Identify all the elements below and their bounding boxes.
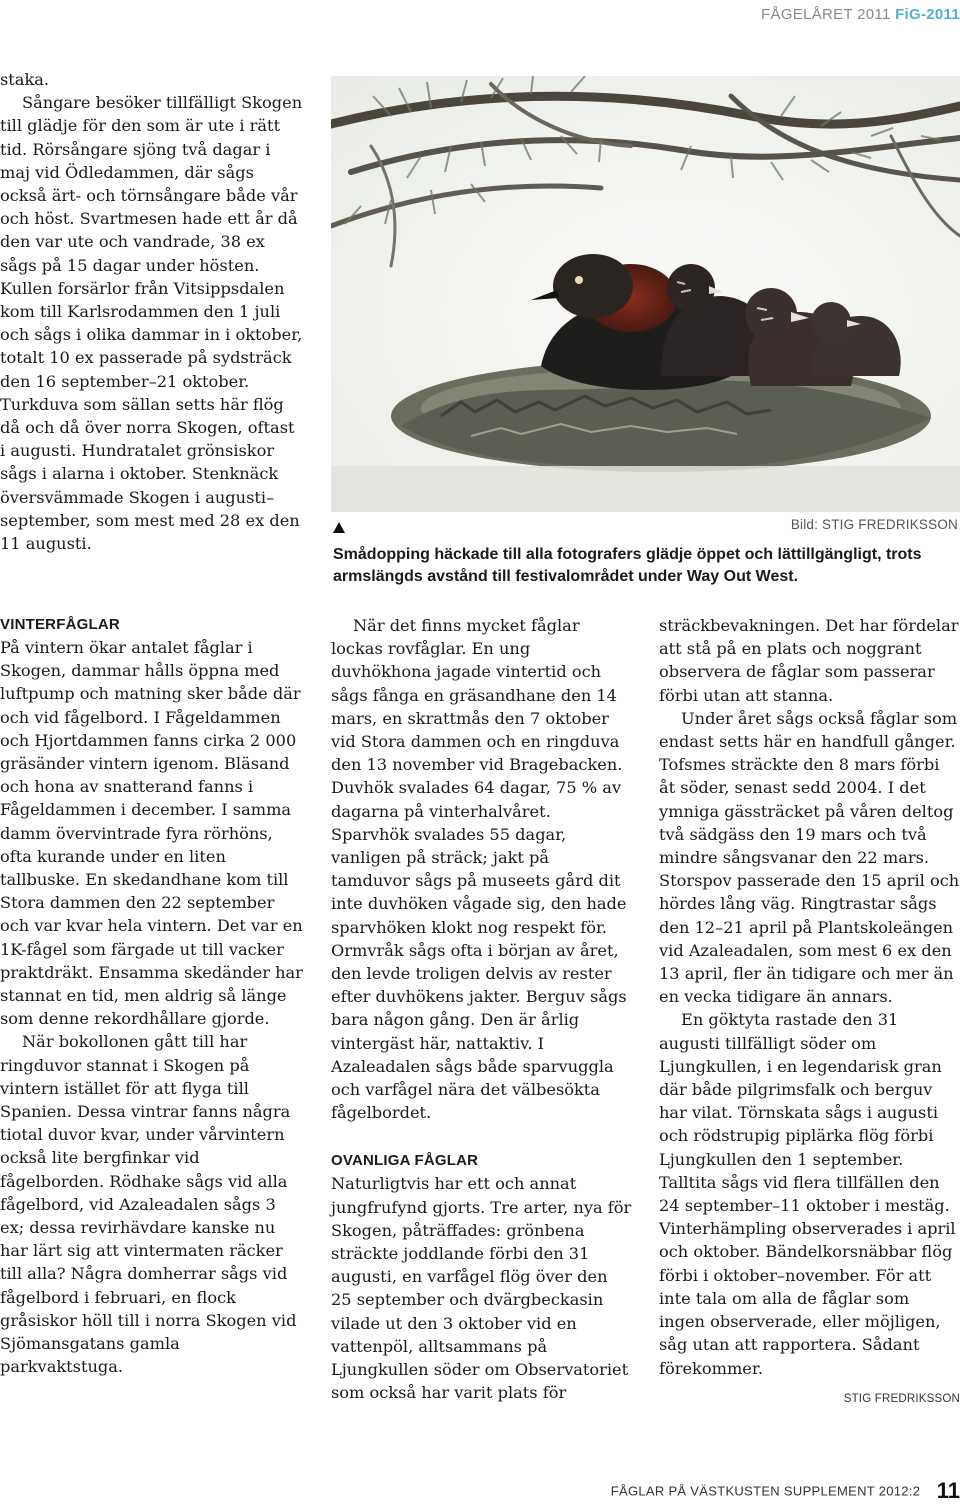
column-right (659, 614, 960, 1411)
section-heading-winter: VINTERFÅGLAR (0, 616, 120, 633)
page-footer (560, 1478, 960, 1504)
running-head-title: FÅGELÅRET 2011 (761, 6, 891, 23)
intro-column (0, 68, 304, 555)
column-middle (331, 614, 633, 1405)
section-heading-rare: OVANLIGA FÅGLAR (331, 1152, 479, 1170)
body-paragraph: När bokollonen gått till har ringduvor stannat i Skogen på vintern istället för att flyga till Spanien. Dessa vintrar fanns några tiotal duvor kvar, under vårvintern också lite bergfinkar vid fågelborden. Rödhake sågs vid alla fågelbord, vid Azaleadalen sågs 3 ex; dessa revirhävdare kanske nu har lärt sig att vintermaten räcker till alla? Några domherrar sågs vid fågelbord i februari, en flock gråsiskor höll till i norra Skogen vid Sjömansgatans gamla parkvaktstuga. (0, 1032, 297, 1377)
author-signature: STIG FREDRIKSSON (843, 1392, 960, 1405)
caption-triangle-icon (333, 522, 345, 533)
body-paragraph: sträckbevakningen. Det har fördelar att stå på en plats och noggrant observera de fåglar som passerar förbi utan att stanna. (659, 616, 959, 705)
intro-paragraph: Sångare besöker tillfälligt Skogen till glädje för den som är ute i rätt tid. Rörsångare sjöng två dagar i maj vid Ödledammen, där sågs också ärt- och törnsångare både vår och höst. Svartmesen hade ett år då den var ute och vandrade, 38 ex sågs på 15 dagar under hösten. Kullen forsärlor från Vitsippsdalen kom till Karlsrodammen den 1 juli och sågs i olika dammar in i oktober, totalt 10 ex passerade på sydsträck den 16 september–21 oktober. Turkduva som sällan setts här flög då och då över norra Skogen, oftast i augusti. Hundratalet grönsiskor sågs i alarna i oktober. Stenknäck översvämmade Skogen i augusti–september, som mest med 28 ex den 11 augusti. (0, 93, 303, 554)
photo-caption: Smådopping häckade till alla fotografers glädje öppet och lättillgängligt, trots armslängds avstånd till festivalområdet under Way Out West. (333, 546, 922, 585)
body-paragraph: Under året sågs också fåglar som endast setts här en handfull gånger. Tofsmes sträckte den 8 mars förbi åt söder, senast sedd 2004. I det ymniga gässträcket på våren deltog två sädgäss den 19 mars och två mindre sångsvanar den 22 mars. Storspov passerade den 15 april och hördes lång väg. Ringtrastar sågs den 12–21 april på Plantskoleängen vid Azaleadalen, som mest 6 ex den 13 april, fler än tidigare och mer än en vecka tidigare än annars. (659, 708, 960, 1007)
grebe-nest-photo (331, 76, 960, 512)
column-left (0, 614, 304, 1379)
footer-publication: FÅGLAR PÅ VÄSTKUSTEN SUPPLEMENT 2012:2 (610, 1483, 921, 1499)
body-paragraph: På vintern ökar antalet fåglar i Skogen, dammar hålls öppna med luftpump och matning sker både där och vid fågelbord. I Fågeldammen och Hjortdammen fanns cirka 2 000 gräsänder vintern igenom. Bläsand och hona av snatterand fanns i Fågeldammen i december. I samma damm övervintrade fyra rörhöns, ofta kurande under en liten tallbuske. En skedandhane kom till Stora dammen den 22 september och var kvar hela vintern. Det var en 1K-fågel som färgade ut till vacker praktdräkt. Ensamma skedänder har stannat en tid, men aldrig så länge som denne rekordhållare gjorde. (0, 638, 303, 1029)
body-paragraph: En göktyta rastade den 31 augusti tillfälligt söder om Ljungkullen, i en legendarisk gran där både pilgrimsfalk och berguv har vilat. Törnskata sågs i augusti och rödstrupig piplärka flög förbi Ljungkullen den 1 september. Talltita sågs vid flera tillfällen den 24 september–11 oktober i mestäg. Vinterhämpling observerades i april och oktober. Bändelkorsnäbbar flög förbi i oktober–november. För att inte tala om alla de fåglar som ingen observerade, eller möjligen, såg utan att rapportera. Sådant förekommer. (659, 1010, 956, 1378)
duckweed-water (331, 466, 960, 512)
running-head (560, 6, 960, 23)
running-head-brand: FiG-2011 (895, 6, 960, 23)
page-number: 11 (936, 1478, 960, 1503)
photo-credit: Bild: STIG FREDRIKSSON (790, 517, 958, 532)
body-paragraph: När det finns mycket fåglar lockas rovfåglar. En ung duvhökhona jagade vintertid och sågs fånga en gräsandhane den 14 mars, en skrattmås den 7 oktober vid Stora dammen och en ringduva den 13 november vid Bragebacken. Duvhök svalades 64 dagar, 75 % av dagarna på vinterhalvåret. Sparvhök svalades 55 dagar, vanligen på sträck; jakt på tamduvor sågs på museets gård dit inte duvhöken vågade sig, den hade sparvhöken klokt nog respekt för. Ormvråk sågs ofta i början av året, den levde troligen delvis av rester efter duvhökens jakter. Berguv sågs bara någon gång. Den är årlig vintergäst här, nattaktiv. I Azaleadalen sågs både sparvuggla och varfågel nära det välbesökta fågelbordet. (331, 616, 627, 1123)
body-paragraph: Naturligtvis har ett och annat jungfrufynd gjorts. Tre arter, nya för Skogen, påträffades: grönbena sträckte joddlande förbi den 31 augusti, en varfågel flög över den 25 september och dvärgbeckasin vilade ut den 3 oktober vid en vattenpöl, alltsammans på Ljungkullen söder om Observatoriet som också har varit plats för (331, 1174, 632, 1403)
intro-paragraph: staka. (0, 70, 50, 89)
